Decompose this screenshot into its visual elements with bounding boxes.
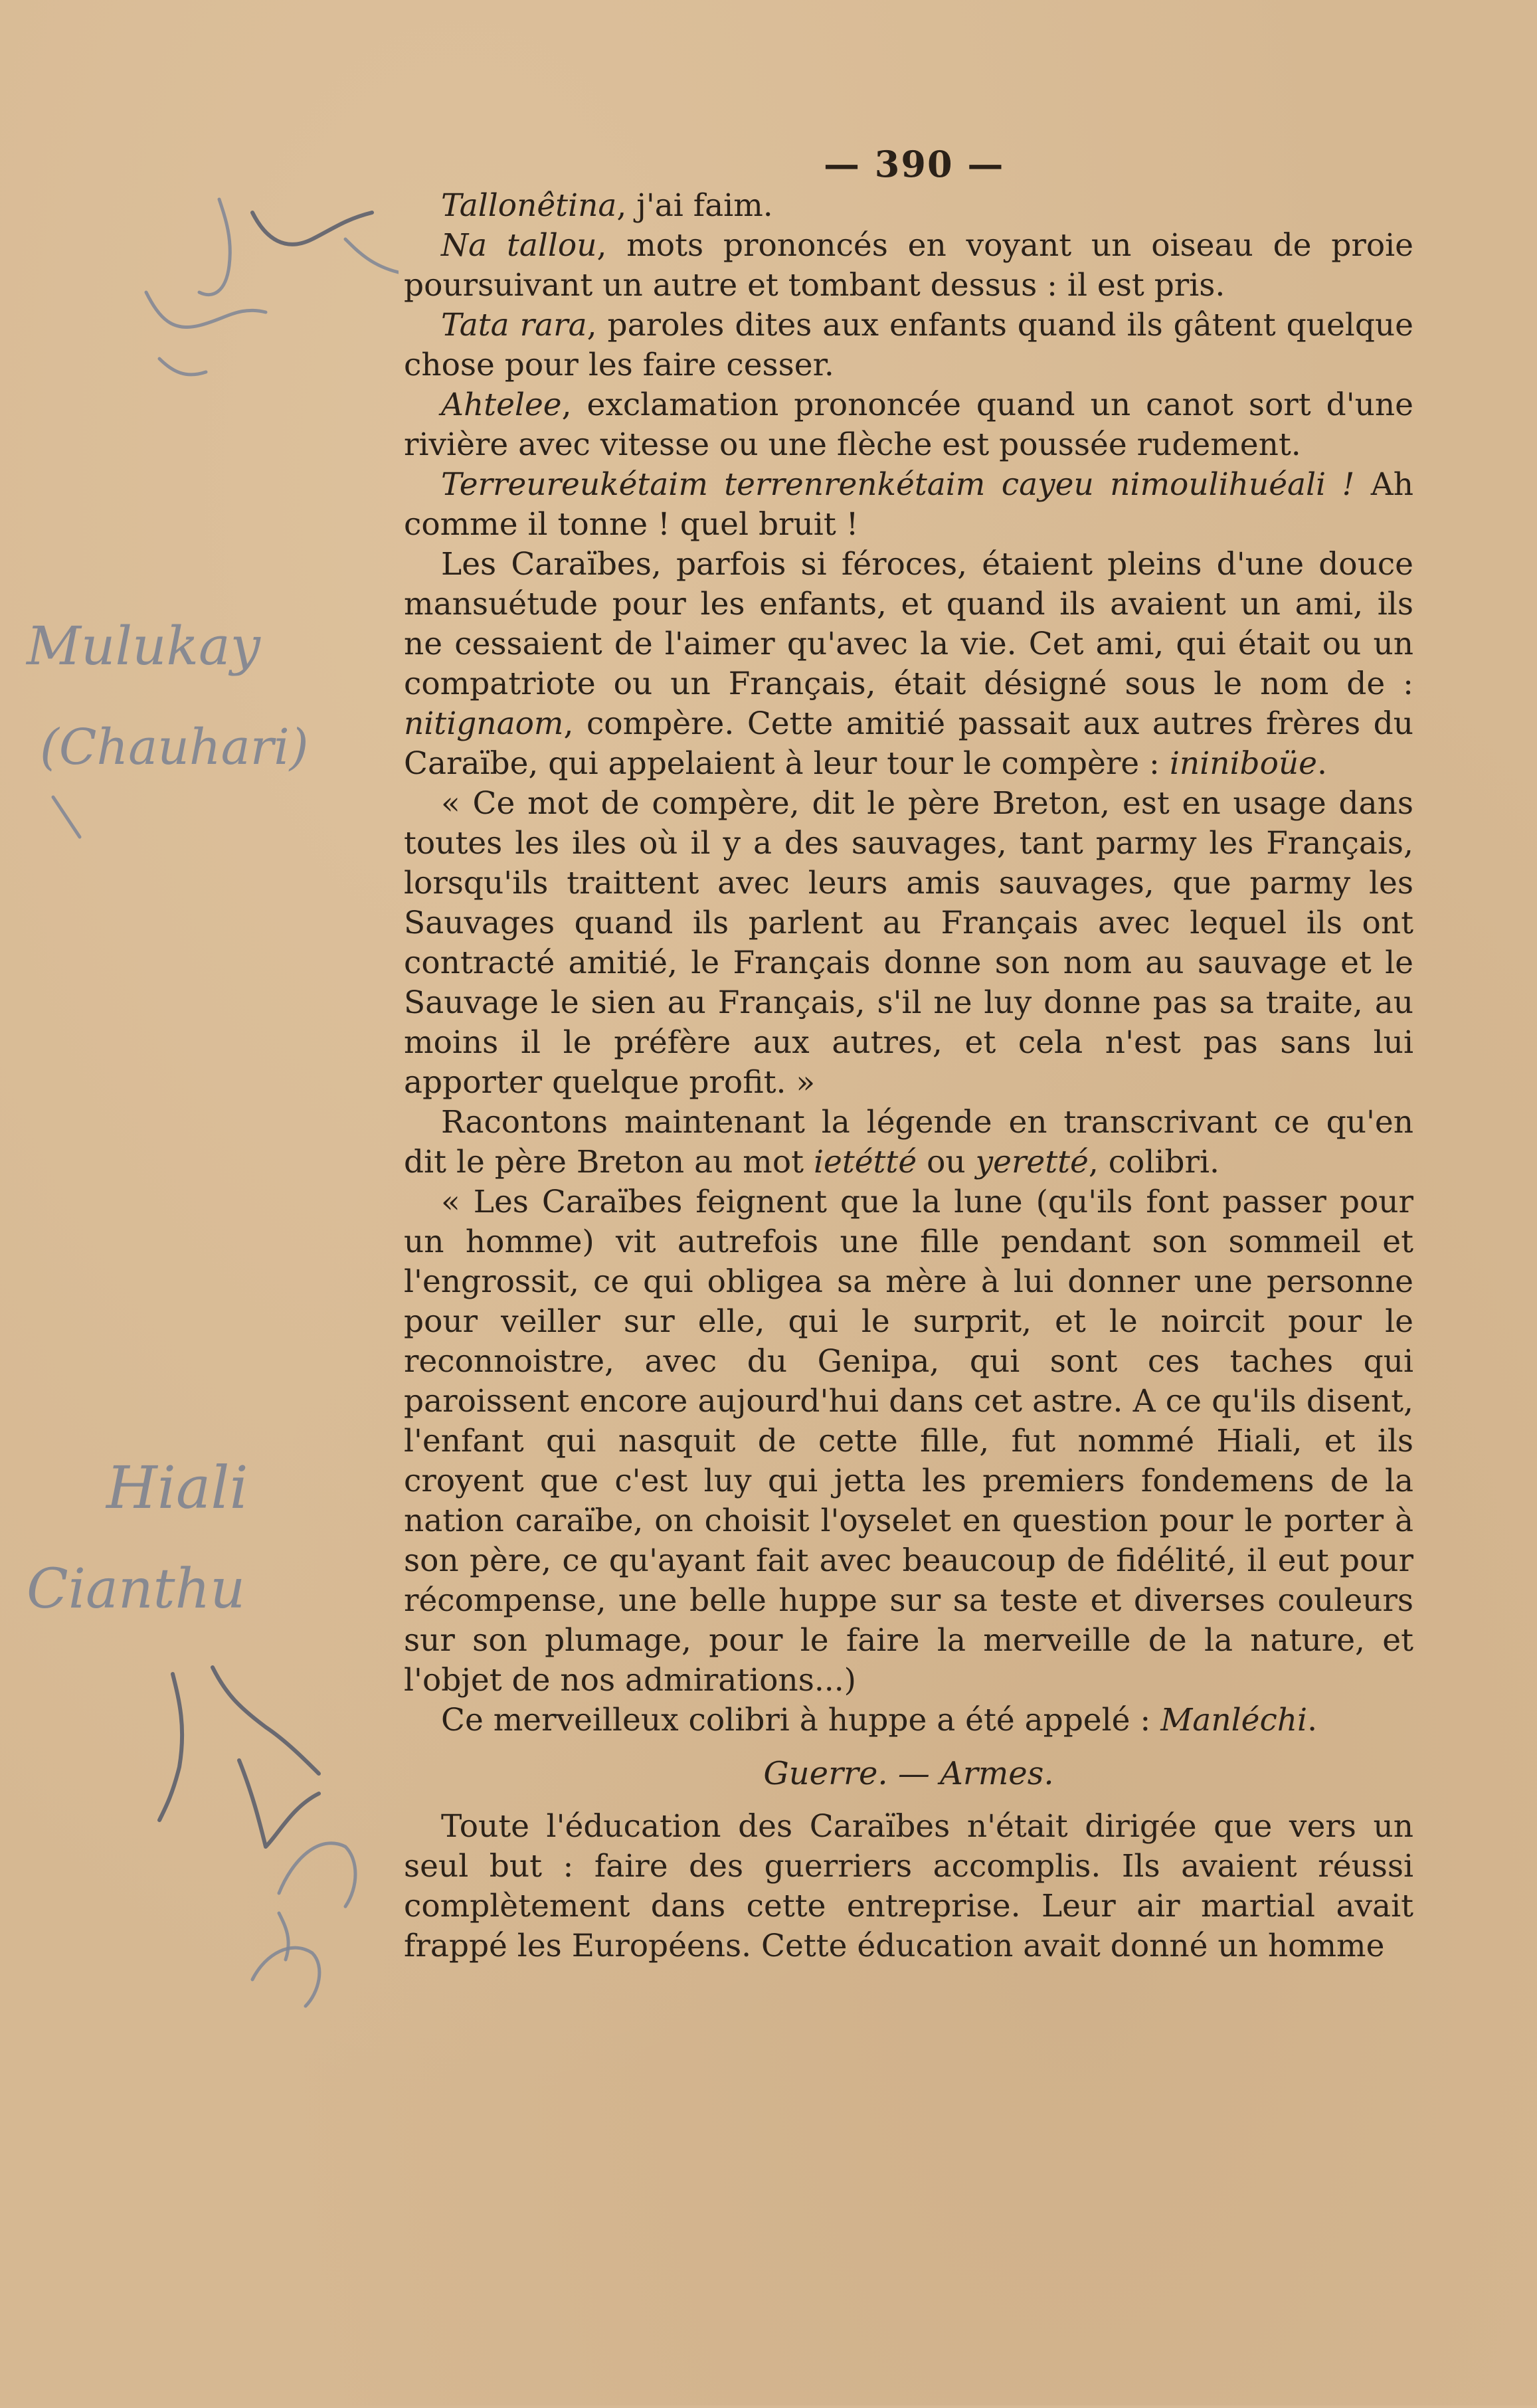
- pencil-mark: [345, 239, 399, 272]
- italic-term: nitignaom: [404, 705, 564, 742]
- paragraph: [404, 1701, 1413, 1740]
- pencil-mark: [213, 1667, 319, 1774]
- pencil-margin-annotations: [0, 0, 399, 2405]
- paragraph: [404, 545, 1413, 784]
- paragraph: [404, 385, 1413, 465]
- text-run: Ce merveilleux colibri à huppe a été appelé :: [441, 1702, 1161, 1738]
- text-run: « Les Caraïbes feignent que la lune (qu'ils font passer pour un homme) vit autrefois une fille pendant son sommeil et l'engrossit, ce qui obligea sa mère à lui donner une personne pour veiller sur elle, qui le surprit, et le noircit pour le reconnoistre, avec du Genipa, qui sont ces taches qui paroissent encore aujourd'hui dans cet astre. A ce qu'ils disent, l'enfant qui nasquit de cette fille, fut nommé Hiali, et ils croyent que c'est luy qui jetta les premiers fondemens de la nation caraïbe, on choisit l'oyselet en question pour le porter à son père, ce qu'ayant fait avec beaucoup de fidélité, il eut pour récompense, une belle huppe sur sa teste et diverses couleurs sur son plumage, pour le faire la merveille de la nature, et l'objet de nos admirations...): [404, 1184, 1413, 1699]
- text-run: , colibri.: [1088, 1144, 1220, 1180]
- pencil-mark: [279, 1843, 355, 1906]
- paragraph: [404, 306, 1413, 385]
- pencil-mark: [53, 797, 80, 837]
- margin-note-1: Mulukay: [27, 615, 260, 677]
- paragraph: [404, 1182, 1413, 1701]
- paragraph: [404, 784, 1413, 1103]
- italic-term: Ahtelee: [441, 387, 562, 423]
- text-run: ou: [917, 1144, 976, 1180]
- text-run: Ah comme il tonne ! quel bruit !: [404, 466, 1414, 543]
- paragraph: [404, 465, 1413, 545]
- italic-term: Manléchi: [1160, 1702, 1308, 1738]
- pencil-mark: [159, 359, 206, 375]
- text-run: , compère. Cette amitié passait aux autres frères du Caraïbe, qui appelaient à leur tour le compère :: [404, 705, 1413, 782]
- paragraph-list: [404, 186, 1413, 1740]
- margin-note-2: (Chauhari): [40, 719, 309, 776]
- paragraph: [404, 226, 1413, 306]
- pencil-mark: [239, 1760, 319, 1847]
- section-heading: Guerre. — Armes.: [763, 1755, 1054, 1792]
- margin-note-3: Hiali: [106, 1453, 248, 1522]
- paragraph: [404, 186, 1413, 226]
- text-run: « Ce mot de compère, dit le père Breton, est en usage dans toutes les iles où il y a des sauvages, tant parmy les Français, lorsqu'ils traittent avec leurs amis sauvages, que parmy les Sauvages quand ils parlent au Français avec lequel ils ont contracté amitié, le Français donne son nom au sauvage et le Sauvage le sien au Français, s'il ne luy donne pas sa traite, au moins il le préfère aux autres, et cela n'est pas sans lui apporter quelque profit. »: [404, 785, 1413, 1101]
- text-run: Racontons maintenant la légende en transcrivant ce qu'en dit le père Breton au mot: [404, 1104, 1413, 1180]
- italic-term: Na tallou: [441, 227, 597, 264]
- italic-term: Tata rara: [441, 307, 587, 343]
- pencil-mark: [146, 292, 266, 327]
- pencil-mark: [252, 213, 372, 244]
- pencil-mark: [279, 1913, 288, 1960]
- text-run: , j'ai faim.: [616, 187, 773, 224]
- paragraph: [404, 1103, 1413, 1182]
- text-run: , paroles dites aux enfants quand ils gâtent quelque chose pour les faire cesser.: [404, 307, 1413, 383]
- body-text: [404, 186, 1413, 1966]
- italic-term: ininiboüe: [1169, 745, 1317, 782]
- text-run: .: [1316, 745, 1327, 782]
- page-number: — 390 —: [824, 143, 1005, 185]
- text-run: , exclamation prononcée quand un canot sort d'une rivière avec vitesse ou une flèche est poussée rudement.: [404, 387, 1413, 463]
- pencil-mark: [199, 199, 230, 295]
- text-run: , mots prononcés en voyant un oiseau de proie poursuivant un autre et tombant dessus : il est pris.: [404, 227, 1413, 304]
- italic-term: Terreureukétaim terrenrenkétaim cayeu nimoulihuéali !: [441, 466, 1355, 503]
- margin-note-4: Cianthu: [27, 1558, 246, 1621]
- text-run: .: [1307, 1702, 1318, 1738]
- pencil-scribbles: [0, 0, 399, 2405]
- italic-term: ietétté: [814, 1144, 917, 1180]
- italic-term: yeretté: [975, 1144, 1089, 1180]
- pencil-mark: [159, 1674, 182, 1820]
- closing-paragraph: Toute l'éducation des Caraïbes n'était dirigée que vers un seul but : faire des guerriers accomplis. Ils avaient réussi complètement dans cette entreprise. Leur air martial avait frappé les Européens. Cette éducation avait donné un homme: [404, 1808, 1413, 1964]
- pencil-mark: [252, 1948, 319, 2006]
- italic-term: Tallonêtina: [441, 187, 617, 224]
- text-run: Les Caraïbes, parfois si féroces, étaient pleins d'une douce mansuétude pour les enfants, et quand ils avaient un ami, ils ne cessaient de l'aimer qu'avec la vie. Cet ami, qui était ou un compatriote ou un Français, était désigné sous le nom de :: [404, 546, 1413, 702]
